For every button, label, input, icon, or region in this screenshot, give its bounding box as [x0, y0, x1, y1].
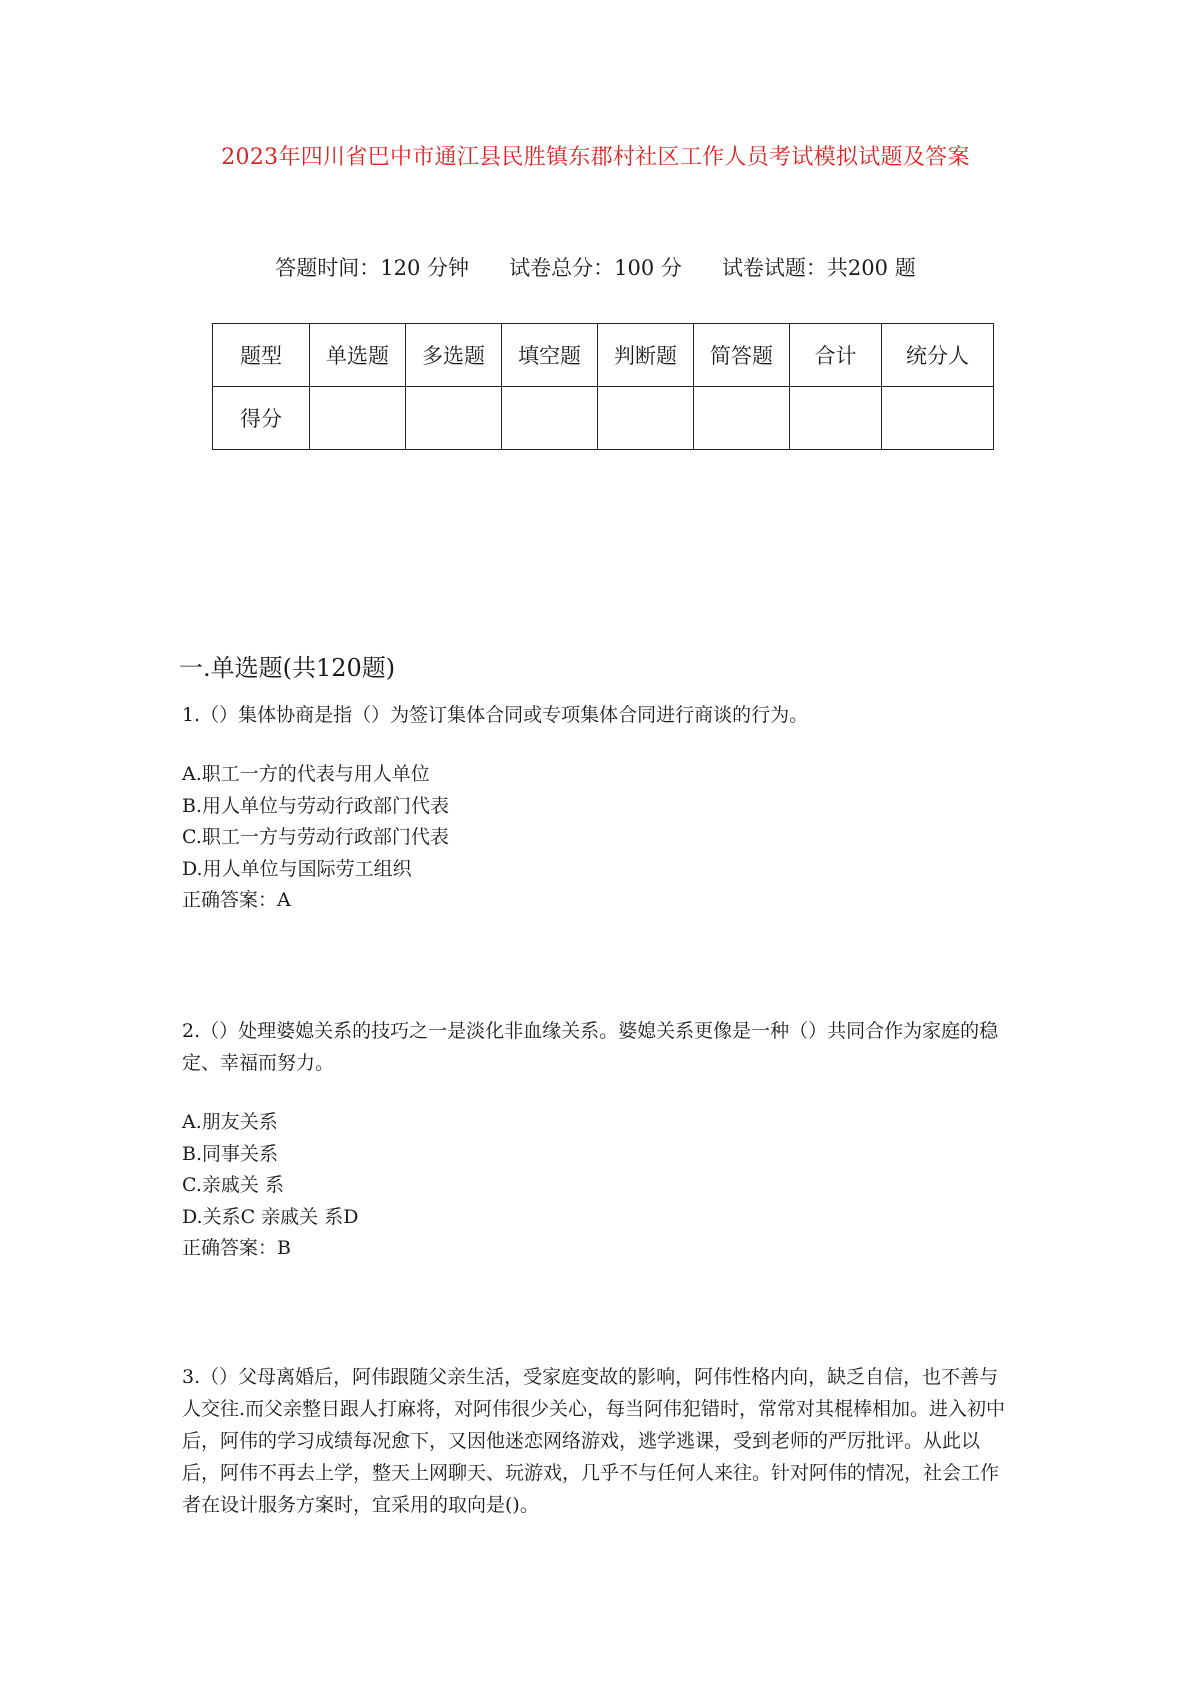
- score-cell[interactable]: [694, 387, 790, 450]
- score-cell[interactable]: [406, 387, 502, 450]
- score-table: [212, 323, 994, 450]
- score-table-header: 单选题: [310, 324, 406, 387]
- score-table-header: 统分人: [882, 324, 994, 387]
- question-1: [182, 699, 1012, 917]
- option-a: A.职工一方的代表与用人单位: [182, 763, 430, 785]
- exam-time: 答题时间：120 分钟: [275, 256, 470, 280]
- option-d: D.用人单位与国际劳工组织: [182, 857, 412, 880]
- score-cell[interactable]: [598, 387, 694, 450]
- question-2: [182, 1015, 1012, 1265]
- exam-total: 试卷总分：100 分: [509, 256, 682, 280]
- option-list: [182, 1107, 1012, 1265]
- score-cell[interactable]: [310, 387, 406, 450]
- option-list: [182, 759, 1012, 917]
- option-b: B.用人单位与劳动行政部门代表: [182, 794, 450, 817]
- score-cell[interactable]: [502, 387, 598, 450]
- option-c: C.职工一方与劳动行政部门代表: [182, 826, 449, 848]
- score-cell[interactable]: [790, 387, 882, 450]
- score-table-header-row: [213, 324, 994, 387]
- option-c: C.亲戚关 系: [182, 1174, 284, 1196]
- question-text: 3.（）父母离婚后，阿伟跟随父亲生活，受家庭变故的影响，阿伟性格内向，缺乏自信，也不善与人交往.而父亲整日跟人打麻将，对阿伟很少关心，每当阿伟犯错时，常常对其棍棒相加。进入初中后，阿伟的学习成绩每况愈下，又因他迷恋网络游戏，逃学逃课，受到老师的严厉批评。从此以后，阿伟不再去上学，整天上网聊天、玩游戏，几乎不与任何人来往。针对阿伟的情况，社会工作者在设计服务方案时，宜采用的取向是()。: [182, 1366, 1006, 1516]
- correct-answer: 正确答案：B: [182, 1237, 291, 1259]
- score-table-score-row: [213, 387, 994, 450]
- score-table-header: 题型: [213, 324, 310, 387]
- exam-count: 试卷试题：共200 题: [721, 256, 916, 280]
- section-heading: 一.单选题(共120题): [179, 654, 396, 682]
- score-table-header: 合计: [790, 324, 882, 387]
- score-table-header: 填空题: [502, 324, 598, 387]
- option-a: A.朋友关系: [182, 1111, 278, 1133]
- question-text: 2.（）处理婆媳关系的技巧之一是淡化非血缘关系。婆媳关系更像是一种（）共同合作为家庭的稳定、幸福而努力。: [182, 1020, 999, 1074]
- score-table-header: 判断题: [598, 324, 694, 387]
- correct-answer: 正确答案：A: [182, 889, 291, 911]
- option-b: B.同事关系: [182, 1142, 279, 1165]
- score-table-header: 多选题: [406, 324, 502, 387]
- question-3: [182, 1361, 1012, 1521]
- score-cell[interactable]: [882, 387, 994, 450]
- score-row-label: 得分: [213, 387, 310, 450]
- score-table-header: 简答题: [694, 324, 790, 387]
- page-title: 2023年四川省巴中市通江县民胜镇东郡村社区工作人员考试模拟试题及答案: [221, 145, 970, 170]
- exam-meta: [0, 252, 1191, 282]
- question-text: 1.（）集体协商是指（）为签订集体合同或专项集体合同进行商谈的行为。: [182, 704, 809, 726]
- option-d: D.关系C 亲戚关 系D: [182, 1205, 359, 1228]
